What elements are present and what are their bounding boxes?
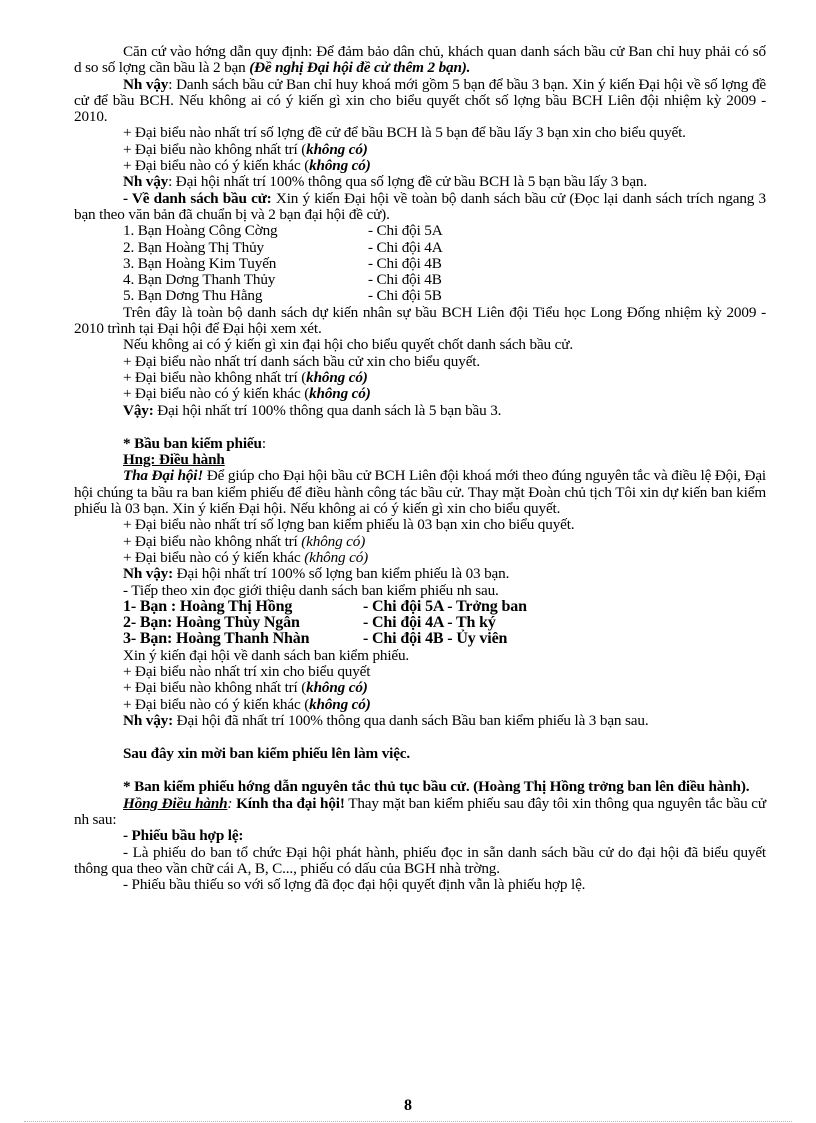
bold-label: Nh vậy: bbox=[123, 711, 174, 729]
paragraph bbox=[74, 796, 766, 829]
member-name: 1- Bạn : Hoàng Thị Hồng bbox=[123, 597, 293, 615]
paragraph: + Đại biểu nào nhất trí xin cho biểu quyết bbox=[123, 662, 371, 680]
list-item bbox=[74, 223, 766, 239]
text: : bbox=[227, 794, 237, 812]
text: : Danh sách bầu cử Ban chỉ huy khoá mới gồm 5 bạn để bầu 3 bạn. Xin ý kiến Đại hội về số lợng đề cử để bầu BCH. Nếu không ai có ý kiến gì xin cho biểu quyết chốt số lợng bầu BCH Liên đội nhiệm kỳ 2009 - 2010. bbox=[74, 75, 766, 126]
text: + Đại biểu nào có ý kiến khác ( bbox=[123, 157, 310, 175]
bold-label: Nh vậy bbox=[123, 173, 169, 191]
paragraph bbox=[74, 566, 766, 582]
spacer bbox=[74, 419, 766, 436]
paragraph: Trên đây là toàn bộ danh sách dự kiến nhân sự bầu BCH Liên đội Tiểu học Long Đống nhiệm kỳ 2009 - 2010 trình tại Đại hội để Đại hội xem xét. bbox=[74, 303, 766, 338]
text: Căn cứ vào hớng dẫn quy định: Để đảm bảo dân chủ, khách quan danh sách bầu cử Ban chỉ huy phải có số d so số lợng cần bầu là 2 bạn bbox=[74, 43, 766, 77]
page-number: 8 bbox=[404, 1097, 412, 1114]
speaker-label bbox=[74, 452, 766, 468]
footer-divider bbox=[24, 1121, 792, 1122]
emphasis-text: không có) bbox=[309, 385, 371, 403]
text: + Đại biểu nào có ý kiến khác ( bbox=[123, 385, 310, 403]
candidate-name: 4. Bạn Dơng Thanh Thủy bbox=[123, 271, 276, 289]
speaker-name: Hồng Điều hành bbox=[123, 794, 228, 812]
paragraph bbox=[74, 142, 766, 158]
paragraph bbox=[74, 697, 766, 713]
member-role: - Chi đội 4A - Th ký bbox=[363, 614, 496, 632]
bold-label: - Về danh sách bầu cử: bbox=[123, 189, 272, 207]
candidate-list bbox=[74, 223, 766, 304]
text: + Đại biểu nào có ý kiến khác ( bbox=[123, 695, 310, 713]
paragraph: * Ban kiểm phiếu hớng dẫn nguyên tắc thủ tục bầu cử. (Hoàng Thị Hồng trởng ban lên điều hành). bbox=[123, 778, 750, 796]
text: Đại hội nhất trí 100% số lợng ban kiểm phiếu là 03 bạn. bbox=[173, 565, 510, 583]
emphasis-text: không có) bbox=[306, 140, 368, 158]
italic-text: (không có) bbox=[304, 548, 369, 566]
paragraph bbox=[74, 550, 766, 566]
bold-label: Vậy: bbox=[123, 401, 154, 419]
member-role: - Chi đội 4B - Ủy viên bbox=[363, 630, 508, 648]
document-page bbox=[74, 44, 766, 894]
candidate-unit: - Chi đội 5A bbox=[368, 222, 443, 240]
paragraph bbox=[74, 713, 766, 729]
paragraph: Nếu không ai có ý kiến gì xin đại hội cho biểu quyết chốt danh sách bầu cử. bbox=[123, 336, 573, 354]
paragraph bbox=[74, 77, 766, 126]
paragraph: + Đại biểu nào nhất trí số lợng ban kiểm phiếu là 03 bạn xin cho biểu quyết. bbox=[123, 516, 575, 534]
text: Để giúp cho Đại hội bầu cử BCH Liên đội khoá mới theo đúng nguyên tắc và điều lệ Đội, Đại hội chúng ta bầu ra ban kiểm phiếu để điều hành công tác bầu cử. Thay mặt Đoàn chủ tịch Tôi xin dự kiến ban kiểm phiếu là 03 bạn. Xin ý kiến Đại hội. Nếu không ai có ý kiến gì xin cho biểu quyết. bbox=[74, 467, 766, 518]
list-item bbox=[123, 599, 766, 615]
list-item bbox=[74, 288, 766, 304]
member-name: 3- Bạn: Hoàng Thanh Nhàn bbox=[123, 630, 310, 648]
member-role: - Chi đội 5A - Trởng ban bbox=[363, 597, 527, 615]
emphasis-text: (Đề nghị Đại hội đề cử thêm 2 bạn). bbox=[249, 59, 471, 77]
paragraph bbox=[74, 191, 766, 224]
candidate-unit: - Chi đội 5B bbox=[368, 287, 442, 305]
paragraph bbox=[74, 158, 766, 174]
candidate-unit: - Chi đội 4A bbox=[368, 238, 443, 256]
text: : bbox=[261, 434, 266, 452]
text: : Đại hội nhất trí 100% thông qua số lợng đề cử bầu BCH là 5 bạn bầu lấy 3 bạn. bbox=[168, 173, 648, 191]
candidate-name: 5. Bạn Dơng Thu Hằng bbox=[123, 287, 263, 305]
italic-text: (không có) bbox=[301, 532, 366, 550]
counter-list bbox=[74, 599, 766, 648]
paragraph: - Phiếu bầu thiếu so với số lợng đã đọc đại hội quyết định vẫn là phiếu hợp lệ. bbox=[123, 876, 586, 894]
candidate-name: 3. Bạn Hoàng Kim Tuyến bbox=[123, 254, 277, 272]
candidate-name: 1. Bạn Hoàng Công Cờng bbox=[123, 222, 278, 240]
member-name: 2- Bạn: Hoàng Thùy Ngân bbox=[123, 614, 300, 632]
paragraph: + Đại biểu nào nhất trí số lợng đề cử để bầu BCH là 5 bạn để bầu lấy 3 bạn xin cho biểu quyết. bbox=[123, 124, 686, 142]
list-item bbox=[123, 631, 766, 647]
paragraph: - Tiếp theo xin đọc giới thiệu danh sách ban kiểm phiếu nh sau. bbox=[123, 581, 499, 599]
paragraph bbox=[74, 680, 766, 696]
text: + Đại biểu nào không nhất trí ( bbox=[123, 140, 307, 158]
candidate-name: 2. Bạn Hoàng Thị Thủy bbox=[123, 238, 264, 256]
emphasis-text: không có) bbox=[309, 157, 371, 175]
text: Đại hội nhất trí 100% thông qua danh sách là 5 bạn bầu 3. bbox=[153, 401, 502, 419]
list-item bbox=[74, 272, 766, 288]
text: Xin ý kiến Đại hội về toàn bộ danh sách bầu cử (Đọc lại danh sách trích ngang 3 bạn theo văn bản đã chuẩn bị và 2 bạn đại hội đề cử). bbox=[74, 189, 766, 223]
candidate-unit: - Chi đội 4B bbox=[368, 271, 442, 289]
text: Đại hội đã nhất trí 100% thông qua danh sách Bầu ban kiểm phiếu là 3 bạn sau. bbox=[173, 711, 649, 729]
spacer bbox=[74, 762, 766, 779]
emphasis-text: không có) bbox=[309, 695, 371, 713]
paragraph bbox=[74, 370, 766, 386]
text: + Đại biểu nào không nhất trí ( bbox=[123, 368, 307, 386]
paragraph bbox=[74, 403, 766, 419]
paragraph bbox=[74, 534, 766, 550]
bold-label: Kính tha đại hội! bbox=[236, 794, 345, 812]
text: + Đại biểu nào không nhất trí bbox=[123, 532, 302, 550]
list-item bbox=[74, 256, 766, 272]
bold-label: * Bầu ban kiểm phiếu bbox=[123, 434, 262, 452]
bold-label: Nh vậy bbox=[123, 75, 169, 93]
emphasis-text: không có) bbox=[306, 679, 368, 697]
text: + Đại biểu nào không nhất trí ( bbox=[123, 679, 307, 697]
paragraph bbox=[74, 386, 766, 402]
spacer bbox=[74, 729, 766, 746]
paragraph: Sau đây xin mời ban kiểm phiếu lên làm việc. bbox=[123, 745, 411, 763]
list-item bbox=[74, 240, 766, 256]
list-item bbox=[123, 615, 766, 631]
paragraph: - Phiếu bầu hợp lệ: bbox=[123, 827, 244, 845]
paragraph bbox=[74, 44, 766, 77]
text: Thay mặt ban kiểm phiếu sau đây tôi xin thông qua nguyên tắc bầu cử nh sau: bbox=[74, 794, 766, 829]
paragraph bbox=[74, 174, 766, 190]
bold-label: Nh vậy: bbox=[123, 565, 174, 583]
candidate-unit: - Chi đội 4B bbox=[368, 254, 442, 272]
paragraph: + Đại biểu nào nhất trí danh sách bầu cử xin cho biểu quyết. bbox=[123, 352, 481, 370]
speaker-name: Hng: Điều hành bbox=[123, 451, 225, 469]
paragraph bbox=[74, 468, 766, 517]
emphasis-text: không có) bbox=[306, 368, 368, 386]
text: + Đại biểu nào có ý kiến khác bbox=[123, 548, 305, 566]
paragraph: - Là phiếu do ban tổ chức Đại hội phát hành, phiếu đọc in sẵn danh sách bầu cử do đại hội đã biểu quyết thông qua theo vần chữ cái A, B, C..., phiếu có dấu của BGH nhà trờng. bbox=[74, 843, 766, 877]
emphasis-text: Tha Đại hội! bbox=[123, 467, 204, 485]
section-heading bbox=[74, 436, 766, 452]
paragraph: Xin ý kiến đại hội về danh sách ban kiểm phiếu. bbox=[123, 646, 410, 664]
